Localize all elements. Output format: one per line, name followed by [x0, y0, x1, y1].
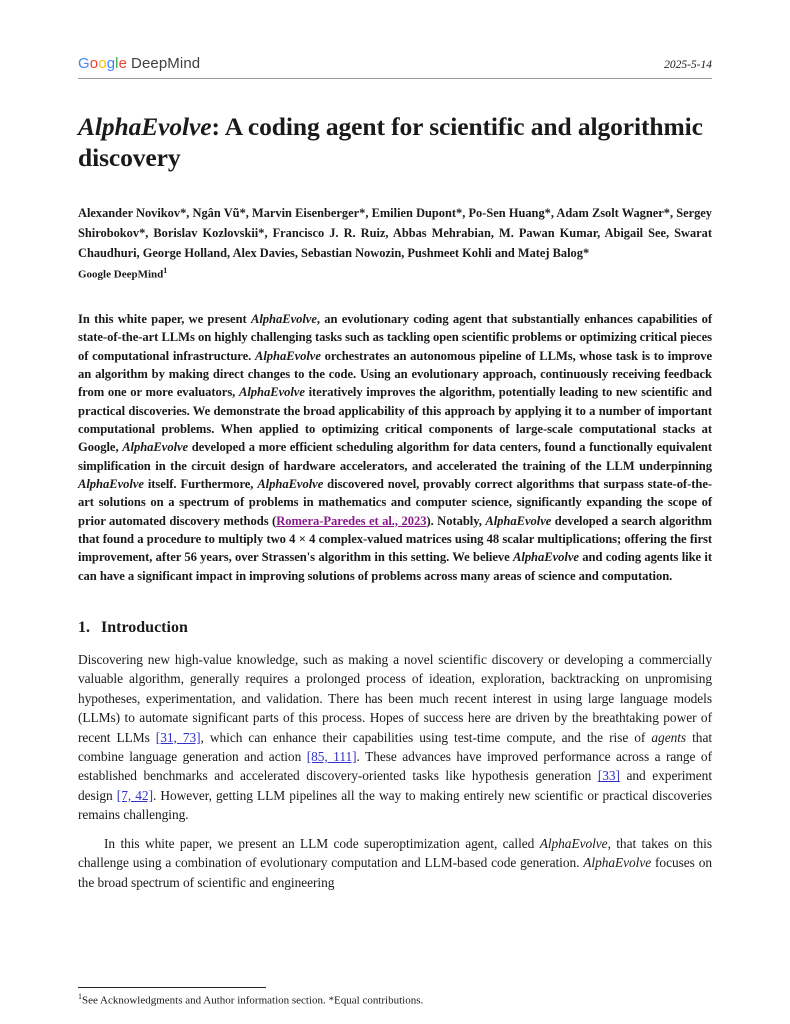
intro-p1-text-d: . These advances have improved performance across a range of established benchmarks and accelerated discovery-oriented tasks like hypothesis generation [78, 749, 712, 784]
abstract-text-i: developed a search algorithm that found a procedure to multiply two 4 × 4 complex-valued matrices using 48 scalar multiplications; offering the first improvement, after 56 years, over Strassen's algorithm in this setting. We believe [78, 513, 712, 565]
abstract-alphaevolve-3: AlphaEvolve [238, 385, 305, 400]
logo-letter-o1: o [89, 55, 99, 72]
intro-p2-text-b: , that takes on this challenge using a combination of evolutionary computation and LLM-based code generation. [78, 835, 712, 871]
google-deepmind-logo [78, 55, 200, 72]
footnote [78, 992, 712, 1009]
abstract-alphaevolve-7: AlphaEvolve [485, 513, 552, 528]
abstract-text-f: itself. Furthermore, [143, 476, 258, 491]
intro-p2-alphaevolve-2: AlphaEvolve [583, 855, 652, 871]
affiliation-name: Google DeepMind [78, 268, 164, 281]
page-content [78, 0, 712, 1024]
logo-letter-g2: g [106, 55, 116, 72]
abstract-text-a: In this white paper, we present [78, 312, 251, 327]
abstract-alphaevolve-2: AlphaEvolve [254, 348, 321, 363]
abstract-text-c: orchestrates an autonomous pipeline of LLMs, whose task is to improve an algorithm by making direct changes to the code. Using an evolutionary approach, continuously receiving feedback from one or more evaluators, [78, 348, 712, 400]
affiliation-marker: 1 [163, 265, 168, 275]
header-date: 2025-5-14 [664, 59, 712, 71]
citation-link-romera-paredes[interactable]: Romera-Paredes et al., 2023 [276, 513, 427, 528]
intro-p1-em-agents: agents [651, 729, 687, 745]
page-title [78, 111, 712, 173]
logo-letter-e: e [118, 55, 128, 72]
reference-link-7-42[interactable]: [7, 42] [116, 787, 153, 803]
abstract-alphaevolve-8: AlphaEvolve [513, 550, 579, 565]
abstract-text-g: discovered novel, provably correct algorithms that surpass state-of-the-art solutions on a spectrum of problems in mathematics and computer science, significantly expanding the scope of prior automated discovery methods ( [78, 476, 713, 528]
abstract-alphaevolve-5: AlphaEvolve [78, 476, 144, 491]
author-list: Alexander Novikov*, Ngân Vũ*, Marvin Eisenberger*, Emilien Dupont*, Po-Sen Huang*, Adam Zsolt Wagner*, Sergey Shirobokov*, Borislav Kozlovskii*, Francisco J. R. Ruiz, Abbas Mehrabian, M. Pawan Kumar, Abigail See, Swarat Chaudhuri, George Holland, Alex Davies, Sebastian Nowozin, Pushmeet Kohli and Matej Balog* [78, 206, 712, 261]
intro-p2-text-c: focuses on the broad spectrum of scientific and engineering [78, 855, 712, 890]
abstract-text-e: developed a more efficient scheduling algorithm for data centers, found a functionally equivalent simplification in the circuit design of hardware accelerators, and accelerated the training of the LLM underpinning [78, 440, 712, 473]
section-title: Introduction [101, 618, 188, 636]
reference-link-33[interactable]: [33] [597, 768, 620, 784]
footnote-text: See Acknowledgments and Author information section. *Equal contributions. [82, 994, 424, 1007]
footnote-marker: 1 [78, 991, 82, 1001]
section-heading-introduction [78, 619, 712, 637]
logo-letter-o2: o [98, 55, 107, 72]
intro-p1-text-e: and experiment design [78, 768, 712, 803]
intro-paragraph-1 [78, 650, 712, 825]
title-emphasis: AlphaEvolve [78, 112, 212, 141]
reference-link-31-73[interactable]: [31, 73] [155, 729, 201, 745]
intro-p1-text-c: that combine language generation and action [78, 729, 713, 765]
title-rest: : A coding agent for scientific and algorithmic discovery [78, 112, 703, 173]
intro-p1-text-f: . However, getting LLM pipelines all the way to making entirely new scientific or practical discoveries remains challenging. [78, 787, 712, 823]
logo-letter-l: l [115, 55, 119, 72]
logo-letter-g: G [78, 55, 90, 72]
reference-link-85-111[interactable]: [85, 111] [306, 749, 357, 765]
abstract-text-b: , an evolutionary coding agent that substantially enhances capabilities of state-of-the-art LLMs on highly challenging tasks such as tackling open scientific problems or optimizing critical pieces of computational infrastructure. [78, 312, 712, 363]
section-number: 1. [78, 618, 90, 636]
footnote-area [78, 987, 712, 1009]
intro-p1-text-a: Discovering new high-value knowledge, such as making a novel scientific discovery or developing a commercially valuable algorithm, generally requires a prolonged process of ideation, exploration, backtracking on unpromising hypotheses, experimentation, and validation. There has been much recent interest in using large language models (LLMs) to automate significant parts of this process. Hopes of success here are driven by the breathtaking power of recent LLMs [78, 651, 712, 745]
intro-p2-text-a: In this white paper, we present an LLM code superoptimization agent, called [104, 835, 540, 851]
intro-paragraph-2 [78, 834, 712, 892]
page-header [78, 0, 712, 79]
abstract-text-j: and coding agents like it can have a significant impact in improving solutions of problems across many areas of science and computation. [78, 550, 712, 583]
footnote-divider [78, 987, 266, 988]
intro-p2-alphaevolve-1: AlphaEvolve [539, 835, 608, 851]
abstract-alphaevolve-6: AlphaEvolve [257, 476, 324, 491]
abstract-alphaevolve-4: AlphaEvolve [122, 440, 189, 455]
abstract-text-d: iteratively improves the algorithm, potentially leading to new scientific and practical discoveries. We demonstrate the broad applicability of this approach by applying it to a number of important computational problems. When applied to optimizing critical components of large-scale computational stacks at Google, [78, 385, 713, 455]
abstract-alphaevolve-1: AlphaEvolve [250, 312, 317, 327]
intro-p1-text-b: , which can enhance their capabilities using test-time compute, and the rise of [200, 729, 652, 745]
affiliation [78, 266, 712, 281]
abstract-text-h: ). Notably, [426, 513, 486, 528]
logo-deepmind-word: DeepMind [131, 55, 201, 72]
abstract [78, 310, 712, 585]
